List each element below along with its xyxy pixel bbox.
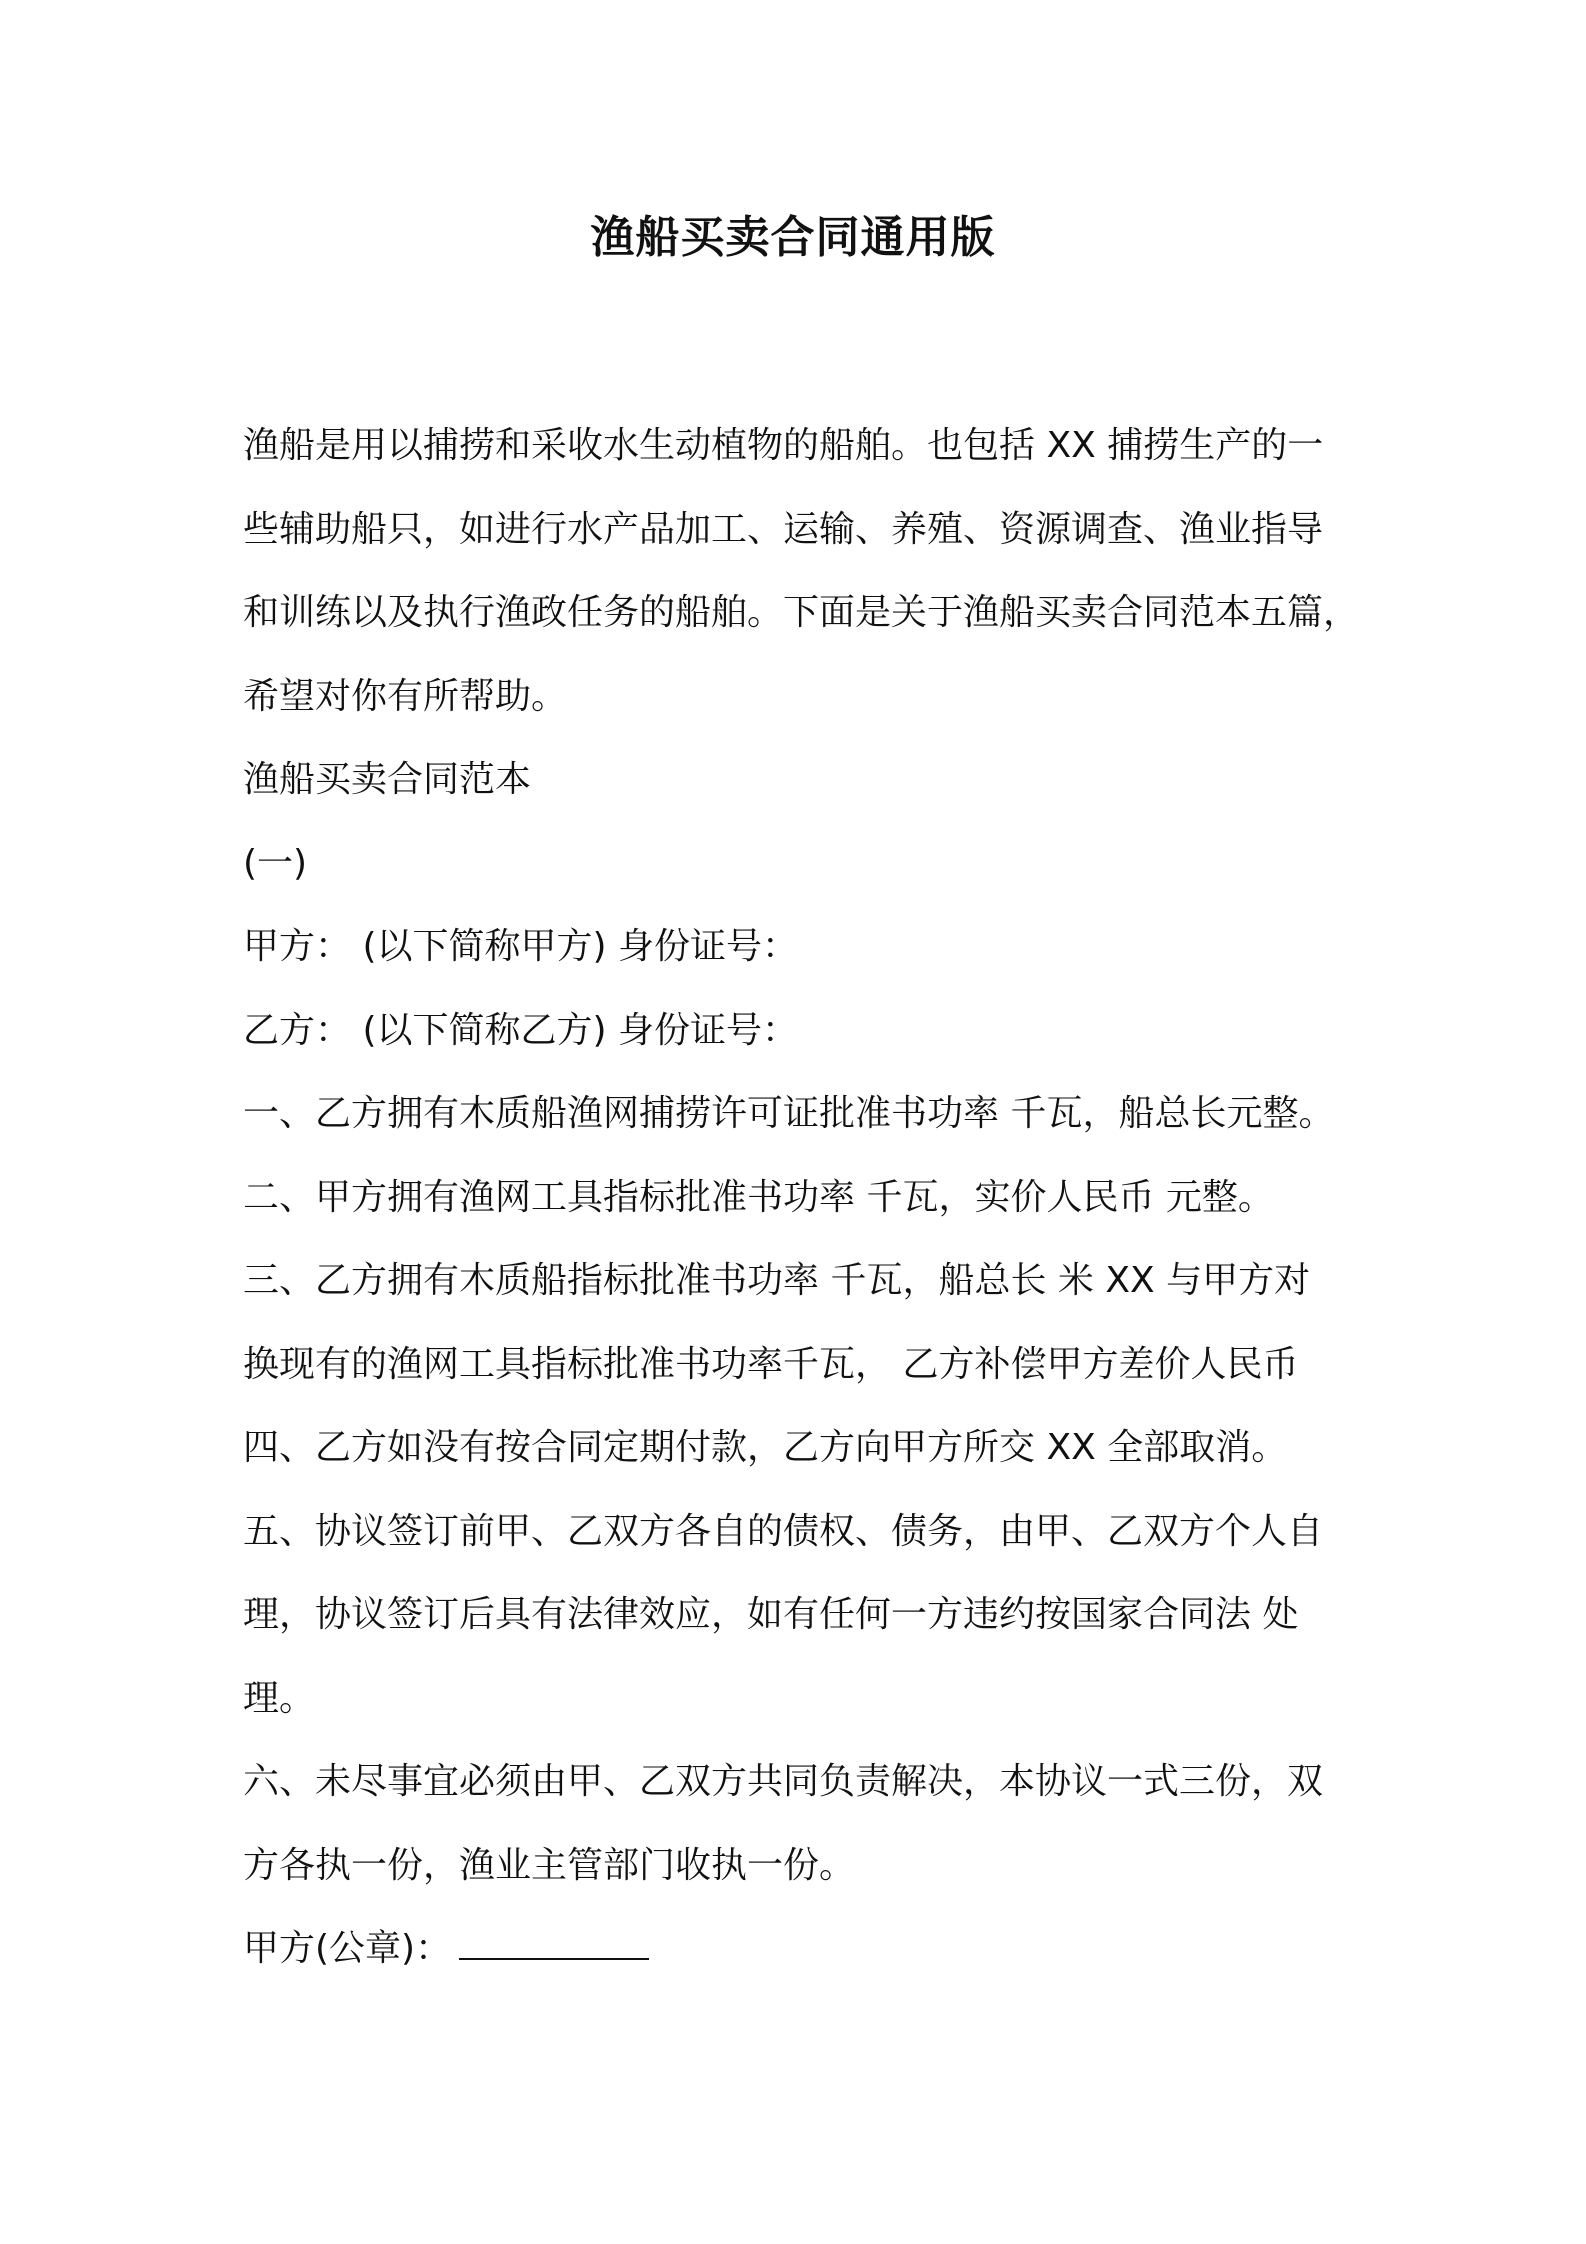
clause-line: 二、甲方拥有渔网工具指标批准书功率 千瓦，实价人民币 元整。 — [243, 1176, 1274, 1218]
clause-line: 理，协议签订后具有法律效应，如有任何一方违约按国家合同法 处 — [243, 1594, 1299, 1635]
paragraph-line: 希望对你有所帮助。 — [243, 675, 568, 717]
clause-line: 换现有的渔网工具指标批准书功率千瓦， 乙方补偿甲方差价人民币 — [243, 1343, 1299, 1385]
clause-line: 四、乙方如没有按合同定期付款，乙方向甲方所交 XX 全部取消。 — [243, 1427, 1288, 1468]
section-number: (一) — [243, 842, 308, 884]
signature-line — [243, 1907, 1378, 1991]
signature-blank — [459, 1928, 649, 1960]
clause-line: 方各执一份，渔业主管部门收执一份。 — [243, 1844, 856, 1886]
clause-line: 一、乙方拥有木质船渔网捕捞许可证批准书功率 千瓦，船总长元整。 — [243, 1093, 1335, 1134]
document-title: 渔船买卖合同通用版 — [590, 212, 996, 263]
clause-line: 五、协议签订前甲、乙双方各自的债权、债务，由甲、乙双方个人自 — [243, 1510, 1324, 1552]
signature-label: 甲方(公章)： — [243, 1928, 452, 1969]
paragraph-line: 和训练以及执行渔政任务的船舶。下面是关于渔船买卖合同范本五篇， — [243, 592, 1360, 633]
section-heading: 渔船买卖合同范本 — [243, 759, 532, 800]
clause-line: 理。 — [243, 1677, 316, 1719]
clause-line: 三、乙方拥有木质船指标批准书功率 千瓦，船总长 米 XX 与甲方对 — [243, 1260, 1311, 1301]
clause-line: 六、未尽事宜必须由甲、乙双方共同负责解决，本协议一式三份，双 — [243, 1761, 1324, 1802]
paragraph-line: 些辅助船只，如进行水产品加工、运输、养殖、资源调查、渔业指导 — [243, 508, 1324, 550]
party-a-line: 甲方： (以下简称甲方) 身份证号： — [243, 926, 798, 967]
document-body — [243, 404, 1378, 1991]
party-b-line: 乙方： (以下简称乙方) 身份证号： — [243, 1009, 798, 1051]
paragraph-line: 渔船是用以捕捞和采收水生动植物的船舶。也包括 XX 捕捞生产的一 — [243, 425, 1324, 466]
